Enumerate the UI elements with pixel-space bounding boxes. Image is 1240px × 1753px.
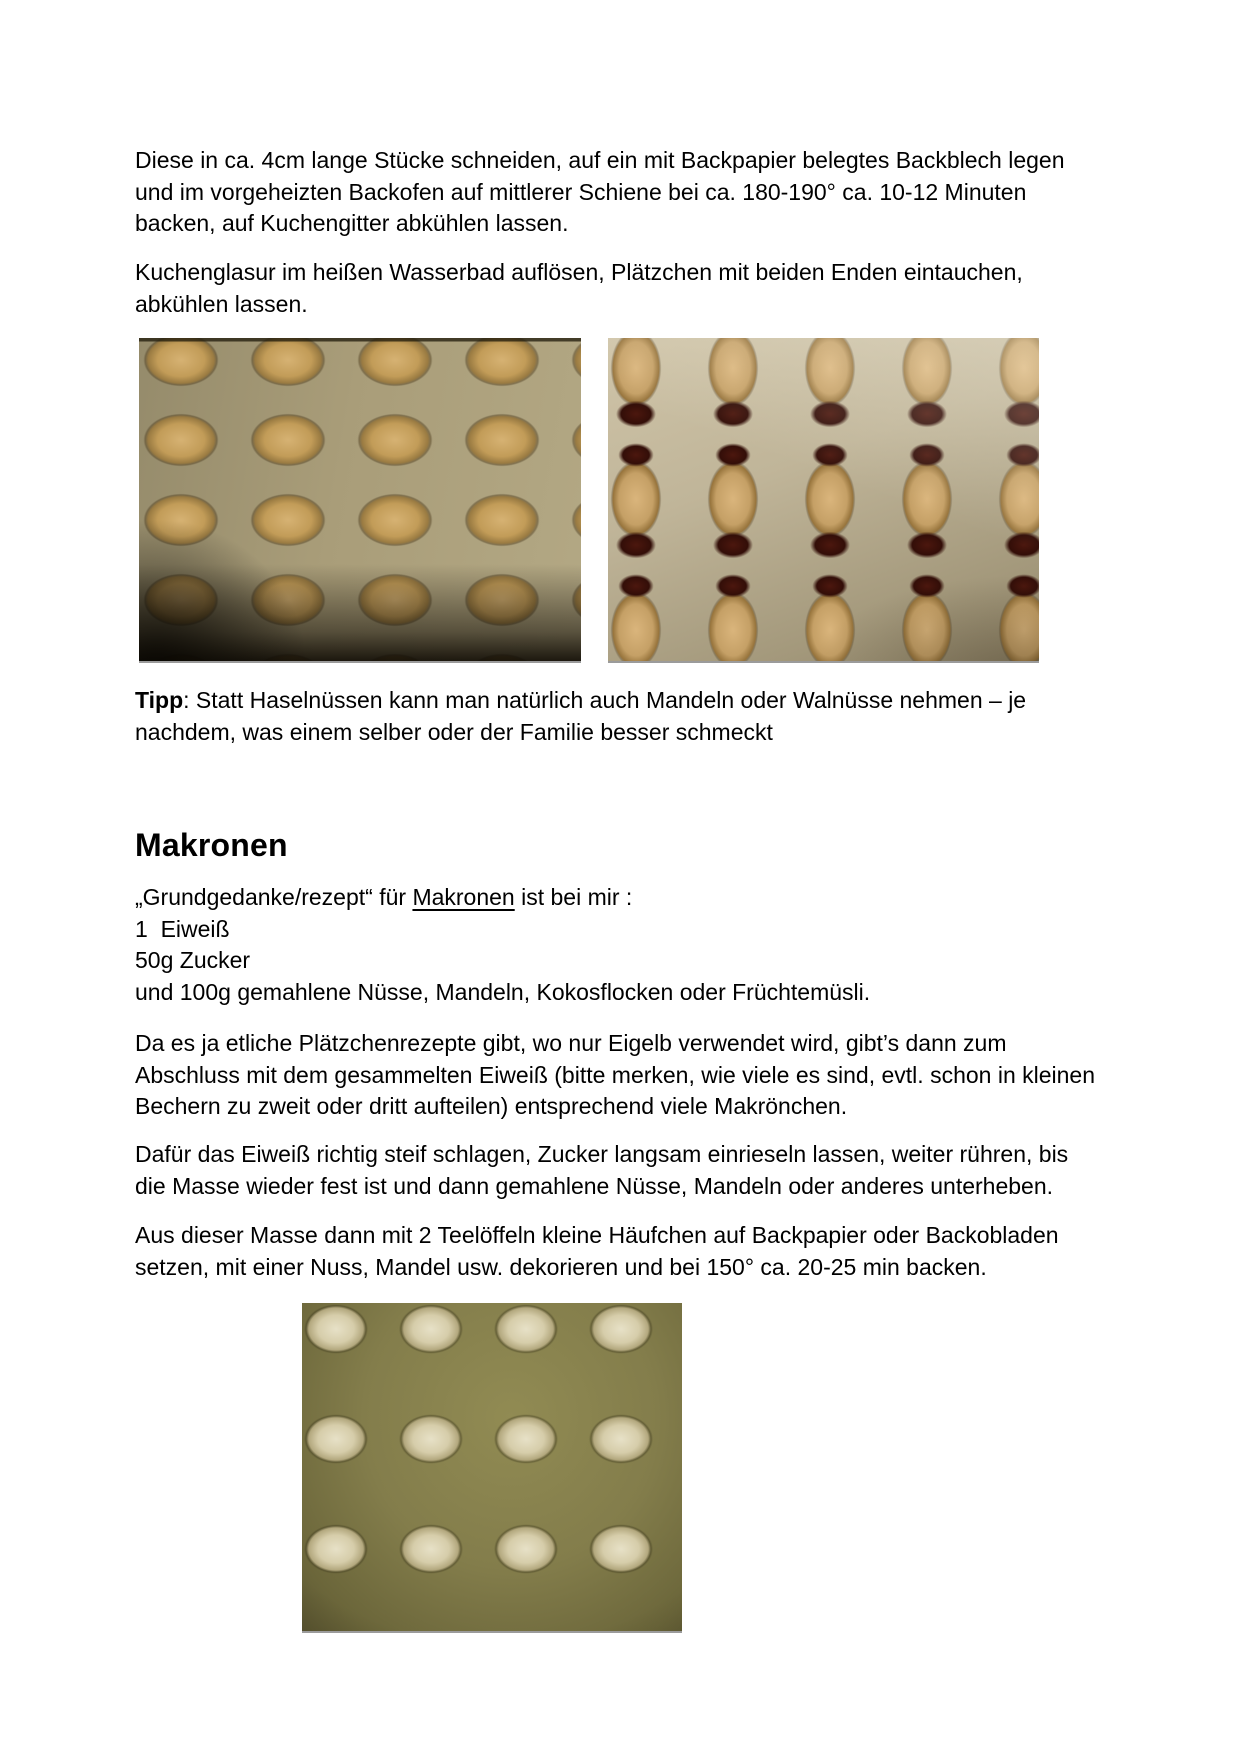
photo-chocolate-dipped-cookies: [608, 338, 1039, 663]
ingredient-nuesse: und 100g gemahlene Nüsse, Mandeln, Kokosflocken oder Früchtemüsli.: [135, 979, 871, 1006]
intro-text-after: ist bei mir :: [514, 884, 633, 910]
ingredient-eiweiss: 1 Eiweiß: [135, 915, 230, 942]
tipp-text: : Statt Haselnüssen kann man natürlich auch Mandeln oder Walnüsse nehmen – je nachdem, was einem selber oder der Familie besser schmeckt: [135, 687, 1027, 745]
intro-line: [135, 882, 1095, 914]
intro-word-makronen-underlined: Makronen: [412, 884, 515, 910]
photo-makronen-dollops: [302, 1303, 682, 1633]
paragraph-haeufchen-setzen: Aus dieser Masse dann mit 2 Teelöffeln kleine Häufchen auf Backpapier oder Backobladen setzen, mit einer Nuss, Mandel usw. dekorieren und bei 150° ca. 20-25 min backen.: [135, 1222, 1059, 1280]
makronen-intro-block: [135, 882, 1095, 1009]
paragraph-kuchenglasur: Kuchenglasur im heißen Wasserbad auflösen, Plätzchen mit beiden Enden eintauchen, abkühlen lassen.: [135, 259, 1023, 317]
intro-text-before: „Grundgedanke/rezept“ für: [135, 884, 413, 910]
tipp-label: Tipp: [135, 687, 184, 713]
ingredient-zucker: 50g Zucker: [135, 947, 251, 974]
paragraph-tipp: [135, 685, 1095, 748]
photo-plain-cookies: [139, 338, 581, 663]
section-heading-makronen: Makronen: [135, 827, 288, 863]
paragraph-eigelb-eiweiss: Da es ja etliche Plätzchenrezepte gibt, wo nur Eigelb verwendet wird, gibt’s dann zum Abschluss mit dem gesammelten Eiweiß (bitte merken, wie viele es sind, evtl. schon in kleinen Bechern zu zweit oder dritt aufteilen) entsprechend viele Makrönchen.: [135, 1030, 1096, 1120]
paragraph-stuecke-schneiden: Diese in ca. 4cm lange Stücke schneiden, auf ein mit Backpapier belegtes Backblech legen und im vorgeheizten Backofen auf mittlerer Schiene bei ca. 180-190° ca. 10-12 Minuten backen, auf Kuchengitter abkühlen lassen.: [135, 147, 1065, 237]
paragraph-eiweiss-schlagen: Dafür das Eiweiß richtig steif schlagen, Zucker langsam einrieseln lassen, weiter rühren, bis die Masse wieder fest ist und dann gemahlene Nüsse, Mandeln oder anderes unterheben.: [135, 1141, 1069, 1199]
